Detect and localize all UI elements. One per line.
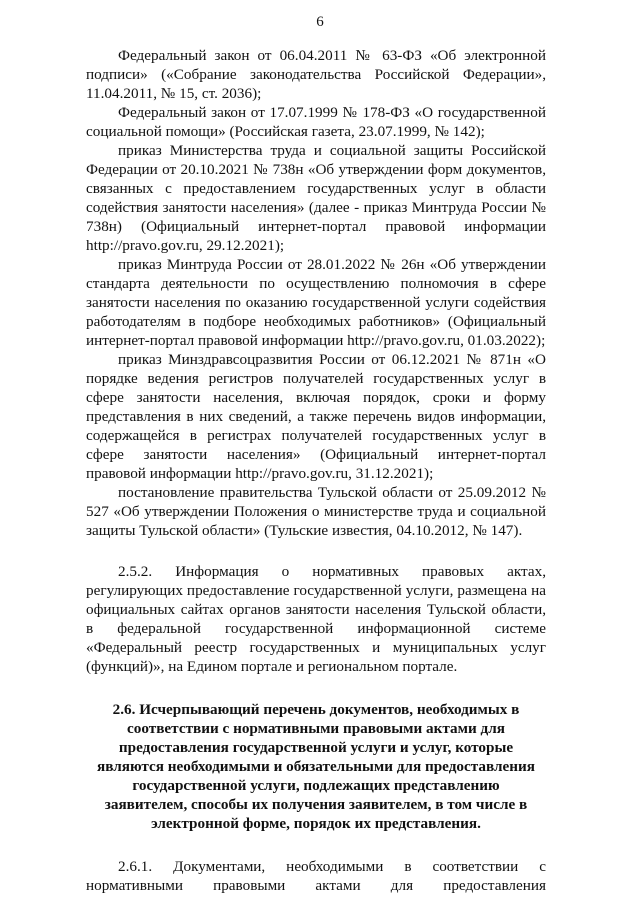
section-2-6-heading: 2.6. Исчерпывающий перечень документов, необходимых в соответствии с нормативными правовыми актами для предоставления государственной услуги и услуг, которые являются необходимыми и обязательными для предоставления государственной услуги, подлежащих представлению заявителем, способы их получения заявителем, в том числе в электронной форме, порядок их представления. xyxy=(97,701,535,832)
legal-act-item: приказ Минздравсоцразвития России от 06.12.2021 № 871н «О порядке ведения регистров получателей государственных услуг в сфере занятости населения, включая порядок, сроки и форму представления в них сведений, а также перечень видов информации, содержащейся в регистрах получателей государственных услуг в сфере занятости населения» (Официальный интернет-портал правовой информации http://pravo.gov.ru, 31.12.2021); xyxy=(86,351,546,482)
legal-act-item: приказ Министерства труда и социальной защиты Российской Федерации от 20.10.2021 № 738н «Об утверждении форм документов, связанных с предоставлением государственных услуг в области содействия занятости населения» (далее - приказ Минтруда России № 738н) (Официальный интернет-портал правовой информации http://pravo.gov.ru, 29.12.2021); xyxy=(86,142,546,254)
legal-act-item: приказ Минтруда России от 28.01.2022 № 26н «Об утверждении стандарта деятельности по осуществлению полномочия в сфере занятости населения по оказанию государственной услуги содействия работодателям в подборе необходимых работников» (Официальный интернет-портал правовой информации http://pravo.gov.ru, 01.03.2022); xyxy=(86,256,546,349)
page-number: 6 xyxy=(316,14,324,30)
section-2-5-2-paragraph: 2.5.2. Информация о нормативных правовых актах, регулирующих предоставление государственной услуги, размещена на официальных сайтах органов занятости населения Тульской области, в федеральной государственной информационной системе «Федеральный реестр государственных и муниципальных услуг (функций)», на Едином портале и региональном портале. xyxy=(86,563,546,675)
document-body xyxy=(86,46,546,895)
legal-act-item: постановление правительства Тульской области от 25.09.2012 № 527 «Об утверждении Положения о министерстве труда и социальной защиты Тульской области» (Тульские известия, 04.10.2012, № 147). xyxy=(86,484,546,539)
section-2-6-1-paragraph: 2.6.1. Документами, необходимыми в соответствии с нормативными правовыми актами для предоставления xyxy=(86,858,546,894)
legal-act-item: Федеральный закон от 17.07.1999 № 178-ФЗ «О государственной социальной помощи» (Российская газета, 23.07.1999, № 142); xyxy=(86,104,546,140)
legal-act-item: Федеральный закон от 06.04.2011 № 63-ФЗ «Об электронной подписи» («Собрание законодательства Российской Федерации», 11.04.2011, № 15, ст. 2036); xyxy=(86,47,546,102)
